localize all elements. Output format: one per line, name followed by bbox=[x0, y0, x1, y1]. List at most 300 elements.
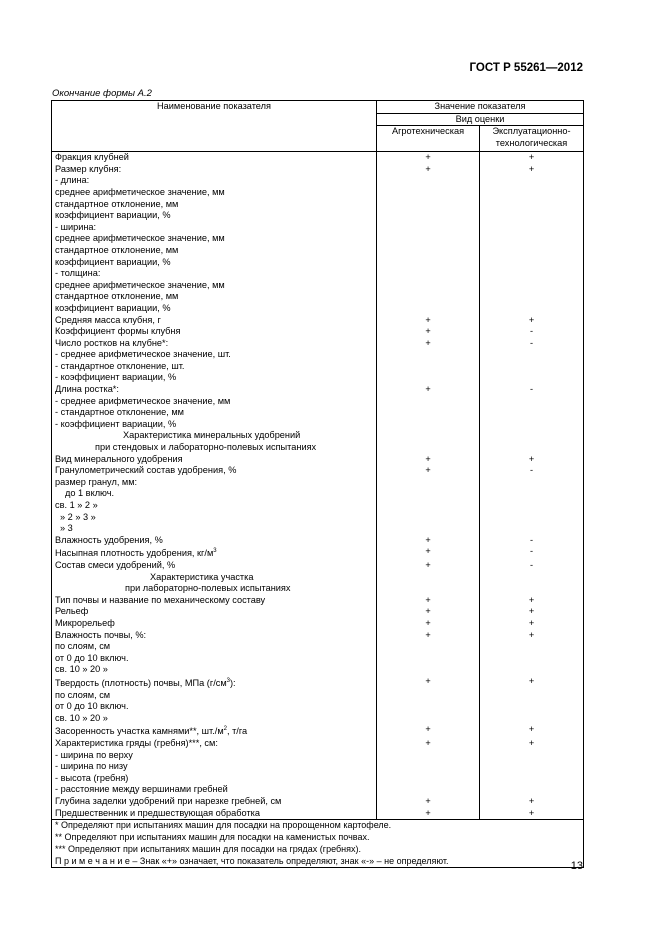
operational-mark bbox=[480, 222, 584, 234]
table-row bbox=[52, 199, 584, 211]
agrotechnical-mark bbox=[377, 583, 480, 595]
operational-mark bbox=[480, 257, 584, 269]
agrotechnical-mark bbox=[377, 210, 480, 222]
indicator-name bbox=[52, 245, 377, 257]
indicator-name-text: по слоям, см bbox=[55, 689, 111, 700]
indicator-name bbox=[52, 361, 377, 373]
indicator-name bbox=[52, 280, 377, 292]
table-row bbox=[52, 419, 584, 431]
agrotechnical-mark bbox=[377, 773, 480, 785]
agrotechnical-mark bbox=[377, 291, 480, 303]
indicator-name-text: стандартное отклонение, мм bbox=[55, 291, 179, 302]
footnotes bbox=[52, 820, 584, 868]
table-row bbox=[52, 222, 584, 234]
indicator-name-text: среднее арифметическое значение, мм bbox=[55, 186, 225, 197]
indicator-name bbox=[52, 187, 377, 199]
agrotechnical-mark: + bbox=[377, 546, 480, 560]
operational-mark bbox=[480, 750, 584, 762]
agrotechnical-mark bbox=[377, 349, 480, 361]
unit-superscript: 3 bbox=[213, 548, 217, 555]
operational-mark bbox=[480, 713, 584, 725]
indicator-name-text: Характеристика минеральных удобрений bbox=[123, 430, 301, 441]
operational-mark bbox=[480, 442, 584, 454]
operational-mark bbox=[480, 245, 584, 257]
operational-mark bbox=[480, 784, 584, 796]
operational-mark bbox=[480, 175, 584, 187]
agrotechnical-mark bbox=[377, 664, 480, 676]
table-row bbox=[52, 210, 584, 222]
agrotechnical-mark: + bbox=[377, 338, 480, 350]
table-row bbox=[52, 664, 584, 676]
indicator-name-text: Состав смеси удобрений, % bbox=[55, 560, 176, 571]
operational-mark bbox=[480, 291, 584, 303]
indicator-name bbox=[52, 606, 377, 618]
indicator-name-text: Тип почвы и название по механическому составу bbox=[55, 594, 266, 605]
indicator-name bbox=[52, 546, 377, 560]
operational-mark bbox=[480, 303, 584, 315]
table-row bbox=[52, 606, 584, 618]
operational-mark: + bbox=[480, 595, 584, 607]
operational-mark: + bbox=[480, 606, 584, 618]
table-row bbox=[52, 583, 584, 595]
indicator-name-text: - среднее арифметическое значение, мм bbox=[55, 395, 231, 406]
indicator-name-text: Коэффициент формы клубня bbox=[55, 326, 181, 337]
indicator-name bbox=[52, 268, 377, 280]
table-row bbox=[52, 630, 584, 642]
indicator-table bbox=[51, 100, 584, 868]
table-row bbox=[52, 784, 584, 796]
agrotechnical-mark bbox=[377, 442, 480, 454]
indicator-name bbox=[52, 690, 377, 702]
table-row bbox=[52, 523, 584, 535]
indicator-name-text: - стандартное отклонение, мм bbox=[55, 407, 184, 418]
unit-superscript: 2 bbox=[223, 726, 227, 733]
column-header-agrotechnical: Агротехническая bbox=[377, 126, 480, 152]
indicator-name bbox=[52, 407, 377, 419]
indicator-name bbox=[52, 583, 377, 595]
indicator-name bbox=[52, 349, 377, 361]
indicator-name-text: - толщина: bbox=[55, 268, 101, 279]
agrotechnical-mark: + bbox=[377, 606, 480, 618]
table-row bbox=[52, 315, 584, 327]
column-header-value: Значение показателя bbox=[377, 101, 584, 114]
operational-mark: - bbox=[480, 384, 584, 396]
agrotechnical-mark bbox=[377, 372, 480, 384]
table-note: П р и м е ч а н и е – Знак «+» означает, что показатель определяют, знак «-» – не определяют. bbox=[55, 855, 449, 866]
indicator-name-text: св. 10 » 20 » bbox=[55, 712, 108, 723]
operational-mark: - bbox=[480, 338, 584, 350]
indicator-name bbox=[52, 372, 377, 384]
table-row bbox=[52, 396, 584, 408]
table-row bbox=[52, 164, 584, 176]
indicator-name-text: Микрорельеф bbox=[55, 618, 115, 628]
indicator-name bbox=[52, 454, 377, 466]
operational-mark: + bbox=[480, 152, 584, 164]
agrotechnical-mark bbox=[377, 572, 480, 584]
operational-mark bbox=[480, 690, 584, 702]
table-row bbox=[52, 477, 584, 489]
indicator-name bbox=[52, 442, 377, 454]
agrotechnical-mark bbox=[377, 303, 480, 315]
operational-mark: - bbox=[480, 535, 584, 547]
indicator-name-text: - коэффициент вариации, % bbox=[55, 418, 177, 429]
indicator-name bbox=[52, 701, 377, 713]
indicator-name-text: размер гранул, мм: bbox=[55, 476, 138, 487]
operational-mark bbox=[480, 430, 584, 442]
operational-mark bbox=[480, 268, 584, 280]
indicator-name bbox=[52, 488, 377, 500]
operational-mark bbox=[480, 233, 584, 245]
indicator-name-text: среднее арифметическое значение, мм bbox=[55, 233, 225, 244]
indicator-name bbox=[52, 338, 377, 350]
table-row bbox=[52, 372, 584, 384]
operational-mark bbox=[480, 773, 584, 785]
indicator-name-text: » 2 » 3 » bbox=[60, 511, 96, 522]
indicator-name bbox=[52, 512, 377, 524]
operational-mark bbox=[480, 280, 584, 292]
indicator-name bbox=[52, 430, 377, 442]
indicator-name bbox=[52, 560, 377, 572]
indicator-name bbox=[52, 761, 377, 773]
table-row bbox=[52, 361, 584, 373]
agrotechnical-mark: + bbox=[377, 808, 480, 820]
operational-mark: + bbox=[480, 315, 584, 327]
indicator-name-text: Влажность удобрения, % bbox=[55, 534, 163, 545]
agrotechnical-mark: + bbox=[377, 326, 480, 338]
table-row bbox=[52, 326, 584, 338]
table-row bbox=[52, 738, 584, 750]
indicator-name bbox=[52, 713, 377, 725]
indicator-name bbox=[52, 291, 377, 303]
agrotechnical-mark bbox=[377, 280, 480, 292]
table-row bbox=[52, 653, 584, 665]
indicator-name-text: Число ростков на клубне*: bbox=[55, 337, 169, 348]
operational-mark bbox=[480, 500, 584, 512]
indicator-name bbox=[52, 396, 377, 408]
footnote-3: *** Определяют при испытаниях машин для посадки на грядах (гребнях). bbox=[55, 843, 361, 854]
indicator-name bbox=[52, 419, 377, 431]
operational-mark bbox=[480, 583, 584, 595]
table-row bbox=[52, 641, 584, 653]
table-row bbox=[52, 291, 584, 303]
indicator-name-text: Вид минерального удобрения bbox=[55, 453, 183, 464]
operational-mark bbox=[480, 210, 584, 222]
agrotechnical-mark bbox=[377, 361, 480, 373]
indicator-name-text: Предшественник и предшествующая обработка bbox=[55, 807, 260, 818]
indicator-name bbox=[52, 724, 377, 738]
agrotechnical-mark: + bbox=[377, 465, 480, 477]
indicator-name-text: - среднее арифметическое значение, шт. bbox=[55, 349, 231, 360]
indicator-name-text: - высота (гребня) bbox=[55, 772, 129, 783]
table-row bbox=[52, 349, 584, 361]
indicator-name bbox=[52, 465, 377, 477]
table-row bbox=[52, 303, 584, 315]
indicator-name bbox=[52, 664, 377, 676]
indicator-name bbox=[52, 535, 377, 547]
table-row bbox=[52, 338, 584, 350]
page-number: 13 bbox=[570, 860, 583, 872]
table-row bbox=[52, 761, 584, 773]
agrotechnical-mark bbox=[377, 233, 480, 245]
agrotechnical-mark: + bbox=[377, 152, 480, 164]
table-row bbox=[52, 750, 584, 762]
standard-designation: ГОСТ Р 55261—2012 bbox=[469, 62, 583, 74]
indicator-name-text: стандартное отклонение, мм bbox=[55, 198, 179, 209]
indicator-name-text: до 1 включ. bbox=[65, 488, 115, 499]
indicator-name bbox=[52, 796, 377, 808]
agrotechnical-mark bbox=[377, 199, 480, 211]
indicator-name-text: св. 1 » 2 » bbox=[55, 500, 98, 510]
table-row bbox=[52, 175, 584, 187]
agrotechnical-mark: + bbox=[377, 724, 480, 738]
indicator-name-text: Средняя масса клубня, г bbox=[55, 314, 161, 325]
indicator-name bbox=[52, 326, 377, 338]
table-row bbox=[52, 713, 584, 725]
indicator-name-text: Размер клубня: bbox=[55, 163, 122, 174]
indicator-name bbox=[52, 477, 377, 489]
table-row bbox=[52, 560, 584, 572]
table-row bbox=[52, 454, 584, 466]
indicator-name bbox=[52, 233, 377, 245]
indicator-name-text: Фракция клубней bbox=[55, 152, 129, 163]
agrotechnical-mark: + bbox=[377, 454, 480, 466]
footnote-1: * Определяют при испытаниях машин для посадки на пророщенном картофеле. bbox=[55, 820, 392, 831]
indicator-name bbox=[52, 199, 377, 211]
operational-mark bbox=[480, 761, 584, 773]
indicator-name-text: стандартное отклонение, мм bbox=[55, 244, 179, 255]
table-row bbox=[52, 808, 584, 820]
agrotechnical-mark bbox=[377, 713, 480, 725]
indicator-name bbox=[52, 773, 377, 785]
indicator-name bbox=[52, 175, 377, 187]
agrotechnical-mark bbox=[377, 761, 480, 773]
indicator-name-text: коэффициент вариации, % bbox=[55, 210, 171, 221]
indicator-name bbox=[52, 303, 377, 315]
operational-mark bbox=[480, 361, 584, 373]
operational-mark bbox=[480, 512, 584, 524]
agrotechnical-mark bbox=[377, 690, 480, 702]
indicator-name-tail: ): bbox=[230, 678, 236, 689]
operational-mark bbox=[480, 477, 584, 489]
operational-mark bbox=[480, 641, 584, 653]
operational-mark: + bbox=[480, 724, 584, 738]
indicator-name bbox=[52, 630, 377, 642]
indicator-name-text: - коэффициент вариации, % bbox=[55, 372, 177, 383]
operational-mark bbox=[480, 349, 584, 361]
agrotechnical-mark: + bbox=[377, 676, 480, 690]
indicator-name-text: Характеристика участка bbox=[150, 571, 254, 582]
indicator-name bbox=[52, 500, 377, 512]
agrotechnical-mark bbox=[377, 419, 480, 431]
indicator-name bbox=[52, 738, 377, 750]
table-row bbox=[52, 152, 584, 164]
indicator-name-text: по слоям, см bbox=[55, 641, 111, 652]
agrotechnical-mark bbox=[377, 784, 480, 796]
indicator-name-text: » 3 bbox=[60, 523, 73, 534]
agrotechnical-mark bbox=[377, 396, 480, 408]
table-row bbox=[52, 500, 584, 512]
agrotechnical-mark bbox=[377, 222, 480, 234]
operational-mark bbox=[480, 701, 584, 713]
table-row bbox=[52, 724, 584, 738]
indicator-name-text: коэффициент вариации, % bbox=[55, 302, 171, 313]
operational-mark: + bbox=[480, 164, 584, 176]
table-row bbox=[52, 488, 584, 500]
operational-mark: - bbox=[480, 465, 584, 477]
table-row bbox=[52, 773, 584, 785]
operational-mark bbox=[480, 187, 584, 199]
indicator-name bbox=[52, 595, 377, 607]
operational-mark: + bbox=[480, 738, 584, 750]
agrotechnical-mark: + bbox=[377, 796, 480, 808]
operational-mark bbox=[480, 488, 584, 500]
agrotechnical-mark bbox=[377, 701, 480, 713]
table-row bbox=[52, 546, 584, 560]
operational-mark bbox=[480, 199, 584, 211]
table-row bbox=[52, 535, 584, 547]
indicator-name bbox=[52, 222, 377, 234]
indicator-name-text: - стандартное отклонение, шт. bbox=[55, 360, 185, 371]
indicator-name bbox=[52, 315, 377, 327]
indicator-name-text: от 0 до 10 включ. bbox=[55, 652, 129, 663]
indicator-name-text: - ширина: bbox=[55, 221, 97, 232]
operational-mark bbox=[480, 653, 584, 665]
table-row bbox=[52, 407, 584, 419]
table-row bbox=[52, 512, 584, 524]
agrotechnical-mark bbox=[377, 407, 480, 419]
indicator-name-text: Твердость (плотность) почвы, МПа (г/см bbox=[55, 678, 227, 689]
indicator-name bbox=[52, 210, 377, 222]
operational-mark bbox=[480, 572, 584, 584]
indicator-name-text: - ширина по верху bbox=[55, 749, 133, 760]
operational-mark: - bbox=[480, 326, 584, 338]
indicator-name bbox=[52, 784, 377, 796]
agrotechnical-mark bbox=[377, 477, 480, 489]
agrotechnical-mark bbox=[377, 268, 480, 280]
indicator-name bbox=[52, 164, 377, 176]
agrotechnical-mark: + bbox=[377, 738, 480, 750]
indicator-name-text: св. 10 » 20 » bbox=[55, 664, 108, 675]
agrotechnical-mark bbox=[377, 257, 480, 269]
agrotechnical-mark bbox=[377, 750, 480, 762]
table-row bbox=[52, 233, 584, 245]
operational-mark: + bbox=[480, 676, 584, 690]
agrotechnical-mark bbox=[377, 245, 480, 257]
indicator-name bbox=[52, 384, 377, 396]
indicator-name-text: Характеристика гряды (гребня)***, см: bbox=[55, 738, 218, 749]
column-header-name: Наименование показателя bbox=[52, 101, 377, 152]
table-row bbox=[52, 280, 584, 292]
indicator-name-text: Влажность почвы, %: bbox=[55, 629, 147, 640]
table-row bbox=[52, 268, 584, 280]
operational-mark: + bbox=[480, 796, 584, 808]
agrotechnical-mark bbox=[377, 187, 480, 199]
operational-mark: + bbox=[480, 454, 584, 466]
indicator-name bbox=[52, 653, 377, 665]
indicator-name-text: Засоренность участка камнями**, шт./м bbox=[55, 726, 224, 737]
agrotechnical-mark bbox=[377, 641, 480, 653]
indicator-name-text: - расстояние между вершинами гребней bbox=[55, 784, 228, 795]
agrotechnical-mark: + bbox=[377, 315, 480, 327]
operational-mark: - bbox=[480, 546, 584, 560]
table-row bbox=[52, 442, 584, 454]
agrotechnical-mark bbox=[377, 523, 480, 535]
operational-mark: + bbox=[480, 618, 584, 630]
indicator-name bbox=[52, 676, 377, 690]
operational-mark: + bbox=[480, 630, 584, 642]
indicator-name-text: Насыпная плотность удобрения, кг/м bbox=[55, 548, 214, 559]
table-row bbox=[52, 187, 584, 199]
indicator-name bbox=[52, 152, 377, 164]
column-header-evaluation: Вид оценки bbox=[377, 113, 584, 126]
indicator-name-text: при стендовых и лабораторно-полевых испытаниях bbox=[95, 442, 317, 453]
agrotechnical-mark: + bbox=[377, 535, 480, 547]
agrotechnical-mark: + bbox=[377, 384, 480, 396]
operational-mark: + bbox=[480, 808, 584, 820]
agrotechnical-mark bbox=[377, 653, 480, 665]
indicator-name bbox=[52, 523, 377, 535]
agrotechnical-mark bbox=[377, 175, 480, 187]
table-row bbox=[52, 430, 584, 442]
operational-mark bbox=[480, 407, 584, 419]
operational-mark bbox=[480, 419, 584, 431]
indicator-name-text: - ширина по низу bbox=[55, 761, 128, 772]
operational-mark bbox=[480, 523, 584, 535]
table-row bbox=[52, 245, 584, 257]
indicator-name-tail: , т/га bbox=[226, 726, 248, 737]
indicator-name bbox=[52, 750, 377, 762]
indicator-name bbox=[52, 641, 377, 653]
agrotechnical-mark: + bbox=[377, 595, 480, 607]
indicator-name-text: Рельеф bbox=[55, 606, 89, 617]
indicator-name-text: - длина: bbox=[55, 175, 90, 186]
operational-mark: - bbox=[480, 560, 584, 572]
table-row bbox=[52, 465, 584, 477]
agrotechnical-mark: + bbox=[377, 618, 480, 630]
agrotechnical-mark: + bbox=[377, 630, 480, 642]
operational-mark bbox=[480, 664, 584, 676]
form-caption: Окончание формы А.2 bbox=[52, 88, 152, 99]
indicator-name bbox=[52, 618, 377, 630]
indicator-name bbox=[52, 257, 377, 269]
indicator-name-text: при лабораторно-полевых испытаниях bbox=[125, 583, 291, 594]
indicator-name-text: от 0 до 10 включ. bbox=[55, 701, 129, 712]
indicator-name-text: Гранулометрический состав удобрения, % bbox=[55, 465, 237, 476]
footnote-2: ** Определяют при испытаниях машин для посадки на каменистых почвах. bbox=[55, 832, 370, 843]
table-row bbox=[52, 257, 584, 269]
indicator-name-text: среднее арифметическое значение, мм bbox=[55, 279, 225, 290]
agrotechnical-mark: + bbox=[377, 164, 480, 176]
table-row bbox=[52, 701, 584, 713]
agrotechnical-mark bbox=[377, 430, 480, 442]
table-row bbox=[52, 384, 584, 396]
agrotechnical-mark bbox=[377, 488, 480, 500]
table-row bbox=[52, 690, 584, 702]
table-row bbox=[52, 618, 584, 630]
table-row bbox=[52, 572, 584, 584]
agrotechnical-mark bbox=[377, 512, 480, 524]
indicator-name-text: Глубина заделки удобрений при нарезке гребней, см bbox=[55, 796, 282, 807]
operational-mark bbox=[480, 372, 584, 384]
agrotechnical-mark bbox=[377, 500, 480, 512]
indicator-name bbox=[52, 572, 377, 584]
table-row bbox=[52, 796, 584, 808]
indicator-name-text: коэффициент вариации, % bbox=[55, 256, 171, 267]
column-header-operational: Эксплуатационно-технологическая bbox=[480, 126, 584, 152]
indicator-name-text: Длина ростка*: bbox=[55, 384, 119, 395]
operational-mark bbox=[480, 396, 584, 408]
unit-superscript: 3 bbox=[226, 677, 230, 684]
